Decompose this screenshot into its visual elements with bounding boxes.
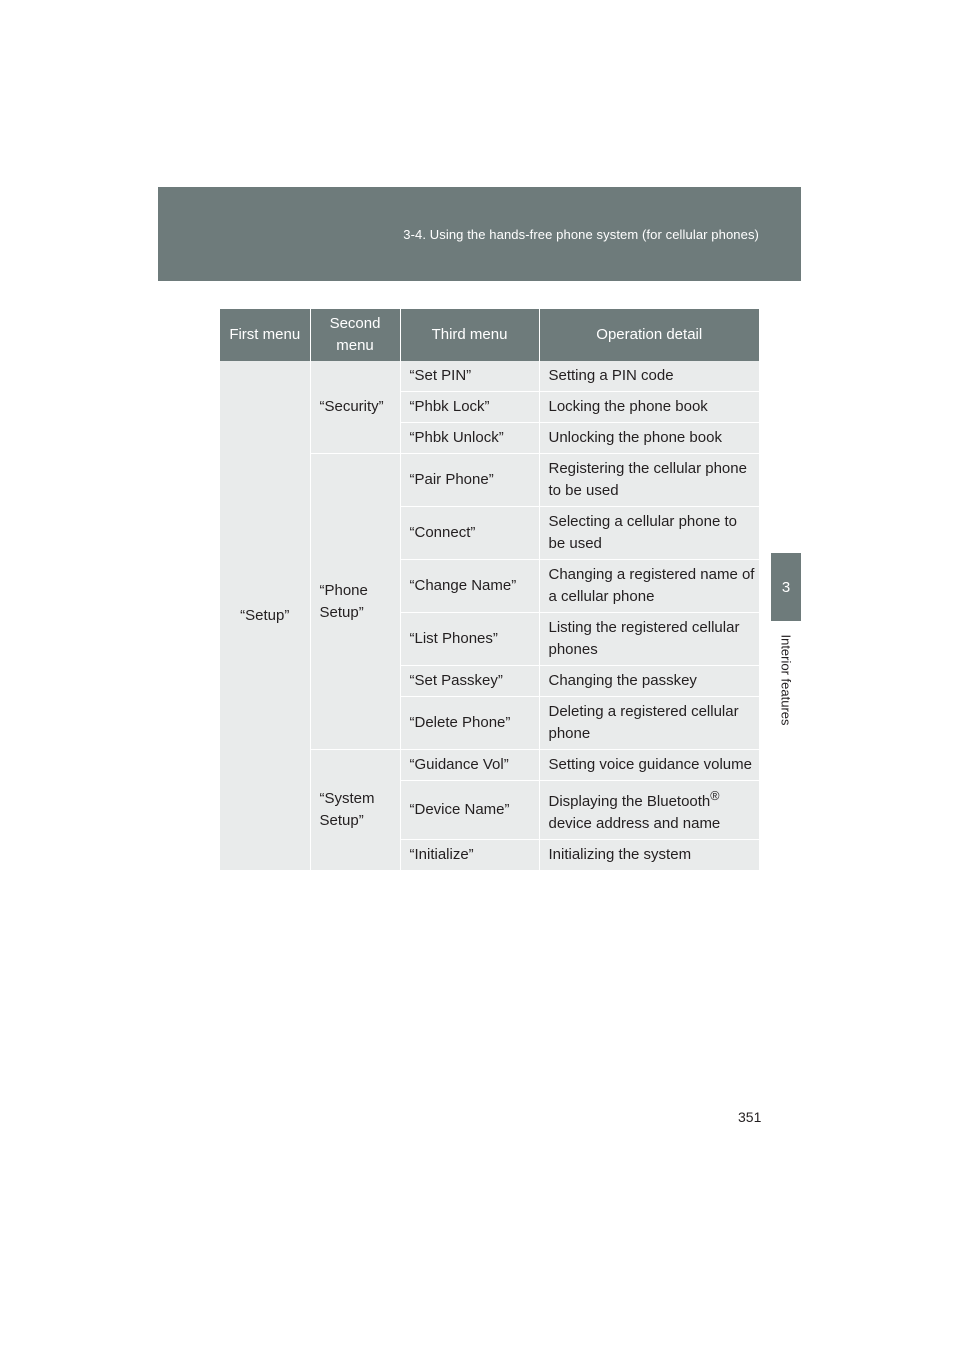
table-row (220, 361, 759, 392)
table-header-row (220, 309, 759, 361)
operation-detail-cell: Changing a registered name of a cellular phone (539, 560, 759, 613)
third-menu-cell: “Guidance Vol” (400, 750, 539, 781)
third-menu-cell: “Connect” (400, 507, 539, 560)
col-header-second-menu: Second menu (310, 309, 400, 361)
detail-text: Displaying the Bluetooth (548, 793, 711, 810)
col-header-operation-detail: Operation detail (539, 309, 759, 361)
page-number: 351 (738, 1109, 762, 1125)
operation-detail-cell: Setting a PIN code (539, 361, 759, 392)
registered-mark: ® (710, 789, 720, 803)
operation-detail-cell: Deleting a registered cellular phone (539, 697, 759, 750)
third-menu-cell: “Device Name” (400, 781, 539, 840)
second-menu-cell: “System Setup” (310, 750, 400, 871)
operation-detail-cell (539, 781, 759, 840)
operation-detail-cell: Changing the passkey (539, 666, 759, 697)
chapter-label-text: Interior features (778, 634, 794, 726)
header-band (158, 187, 801, 281)
second-menu-cell: “Phone Setup” (310, 454, 400, 750)
menu-table (220, 309, 759, 871)
operation-detail-cell: Registering the cellular phone to be used (539, 454, 759, 507)
third-menu-cell: “Phbk Unlock” (400, 423, 539, 454)
operation-detail-cell: Unlocking the phone book (539, 423, 759, 454)
third-menu-cell: “Change Name” (400, 560, 539, 613)
operation-detail-cell: Selecting a cellular phone to be used (539, 507, 759, 560)
first-menu-cell: “Setup” (220, 361, 310, 871)
detail-text: device address and name (548, 815, 721, 832)
col-header-third-menu: Third menu (400, 309, 539, 361)
third-menu-cell: “Phbk Lock” (400, 392, 539, 423)
operation-detail-cell: Setting voice guidance volume (539, 750, 759, 781)
second-menu-cell: “Security” (310, 361, 400, 454)
operation-detail-cell: Initializing the system (539, 840, 759, 871)
third-menu-cell: “Set PIN” (400, 361, 539, 392)
operation-detail-cell: Listing the registered cellular phones (539, 613, 759, 666)
third-menu-cell: “Initialize” (400, 840, 539, 871)
chapter-number: 3 (781, 578, 791, 596)
chapter-tab (771, 553, 801, 621)
third-menu-cell: “List Phones” (400, 613, 539, 666)
section-title: 3-4. Using the hands-free phone system (for cellular phones) (403, 227, 759, 242)
third-menu-cell: “Pair Phone” (400, 454, 539, 507)
operation-detail-cell: Locking the phone book (539, 392, 759, 423)
col-header-first-menu: First menu (220, 309, 310, 361)
third-menu-cell: “Set Passkey” (400, 666, 539, 697)
third-menu-cell: “Delete Phone” (400, 697, 539, 750)
